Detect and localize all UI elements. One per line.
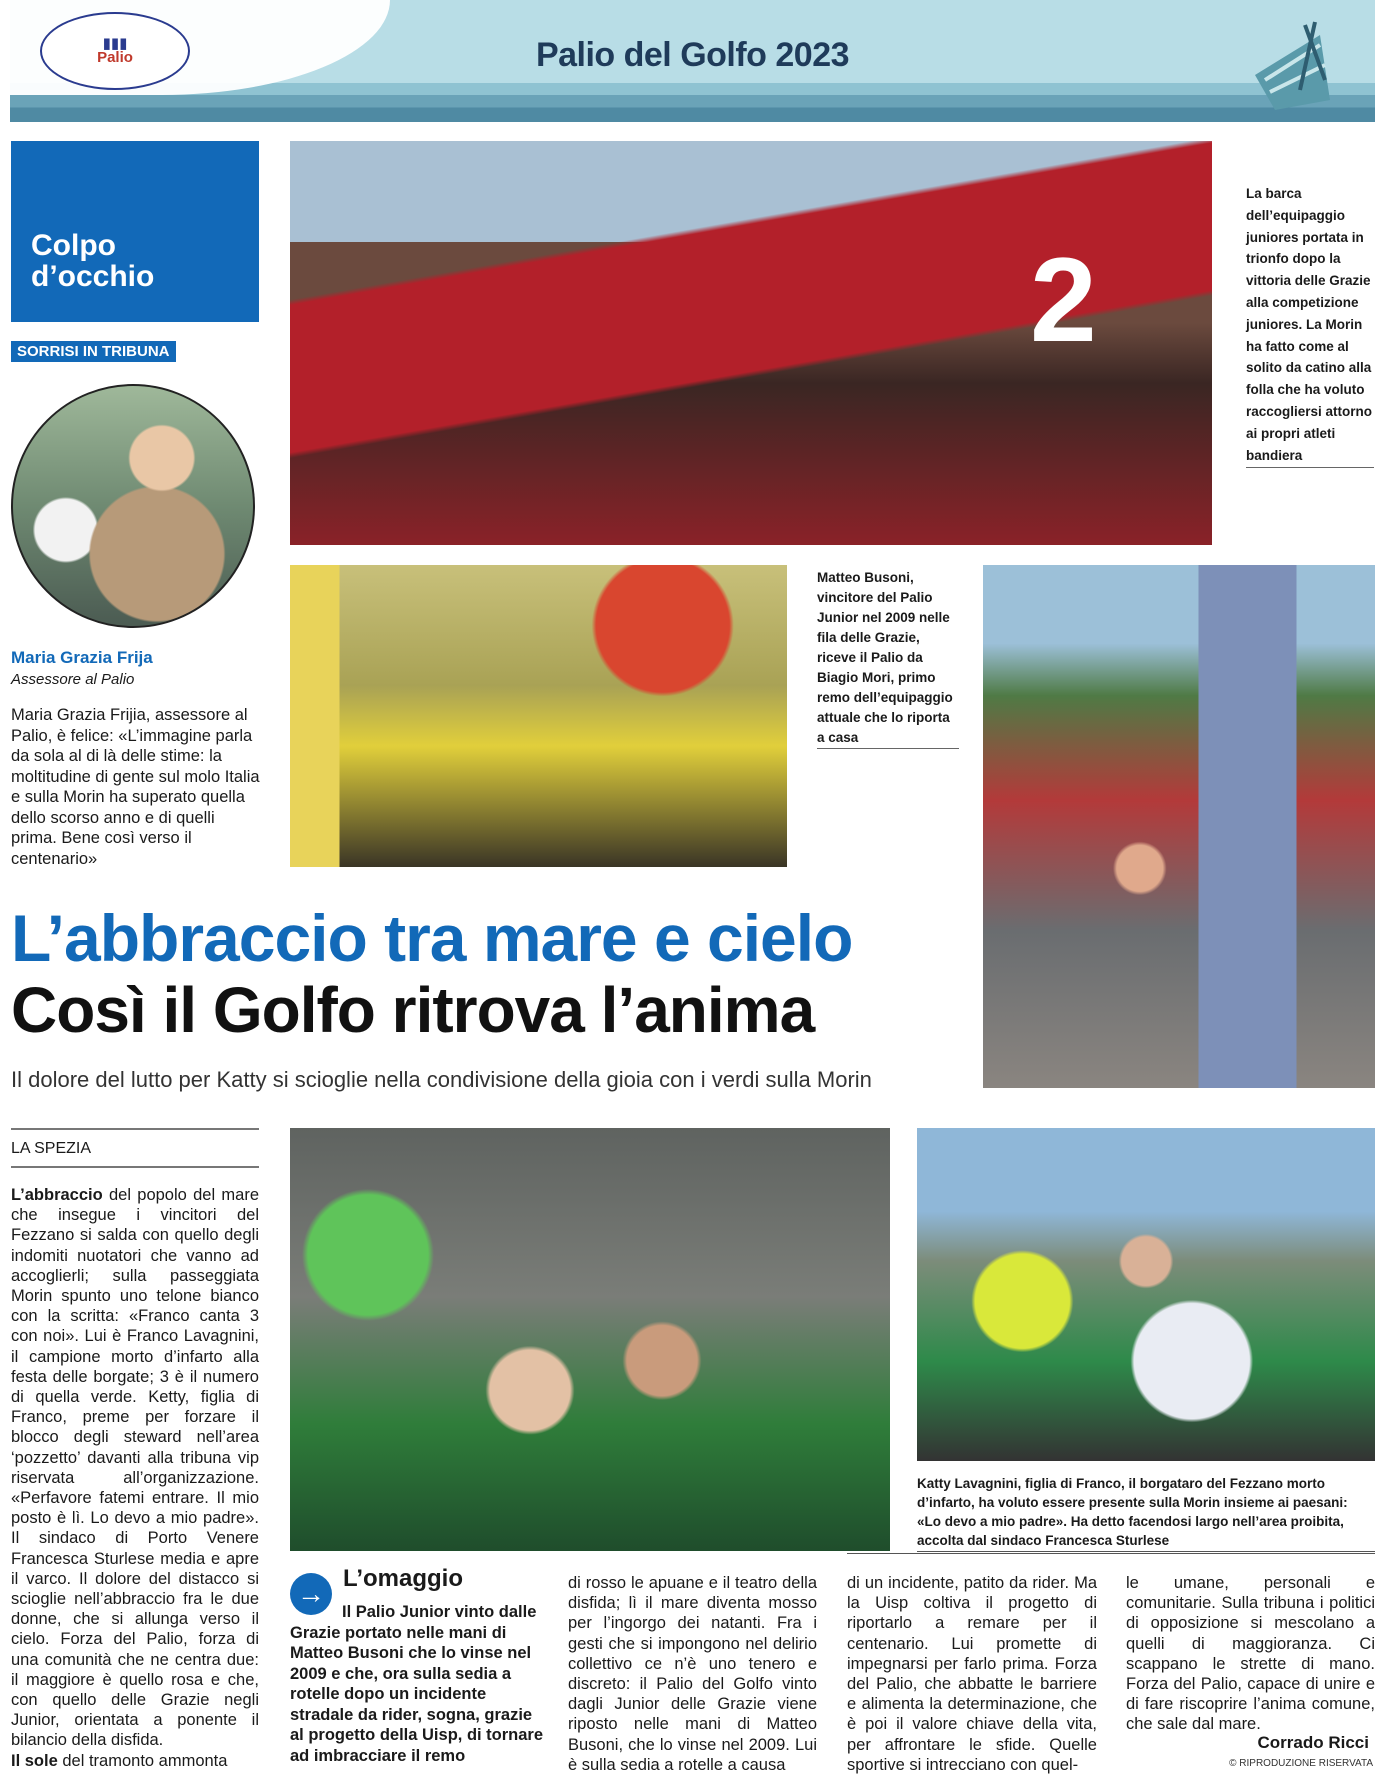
profile-name: Maria Grazia Frija [11, 648, 153, 667]
palio-logo-icon: ▮▮▮ Palio [40, 12, 190, 90]
green-team-celebration-photo [290, 1128, 890, 1551]
headline-secondary: Così il Golfo ritrova l’anima [11, 974, 815, 1046]
photo-caption-top: La barca dell’equipaggio juniores portata in trionfo dopo la vittoria delle Grazie alla competizione juniores. La Morin ha fatto come al solito da catino alla folla che ha voluto raccogliersi attorno ai propri atleti bandiera [1246, 183, 1374, 468]
boat-celebration-photo [290, 141, 1212, 545]
article-column-4: di un incidente, patito da rider. Ma la Uisp coltiva il progetto di riportarlo a remare per il centenario. Lui promette di impegnarsi per farlo prima. Forza del Palio, che abbatte le barriere e alimenta la determinazione, che è poi il valore chiave della vita, per affrontare le sfide. Quelle sportive si intrecciano con quel- [847, 1574, 1097, 1774]
embrace-photo [917, 1128, 1375, 1461]
arrow-right-icon: → [290, 1573, 332, 1615]
profile-quote: Maria Grazia Frijia, assessore al Palio, è felice: «L’immagine parla da sola al di là delle stime: la moltitudine di gente sul molo Italia e sulla Morin ha superato quella dello scorso anno e di quelli prima. Bene così verso il centenario» [11, 706, 260, 868]
copyright-notice: © RIPRODUZIONE RISERVATA [1229, 1758, 1373, 1769]
author-byline: Corrado Ricci [1257, 1733, 1369, 1752]
article-column-1 [11, 1185, 259, 1771]
profile-role: Assessore al Palio [11, 671, 135, 688]
dateline: LA SPEZIA [11, 1128, 259, 1168]
column-text: del popolo del mare che insegue i vincitori del Fezzano si salda con quello degli indomiti nuotatori che vanno ad accoglierli; sulla passeggiata Morin spunto uno telone bianco con la scritta: «Franco canta 3 con noi». Lui è Franco Lavagnini, il campione morto d’infarto alla festa delle borgate; 3 è il numero di quella verde. Ketty, figlia di Franco, preme per forzare il blocco degli steward nell’area ‘pozzetto’ davanti alla tribuna vip riservata all’organizzazione. «Perfavore fatemi entrare. Il mio posto è lì. Lo devo a mio padre». Il sindaco di Porto Venere Francesca Sturlese media e apre il varco. Il dolore del distacco si scioglie nell’abbraccio fra le due donne, che si allunga verso il cielo. Forza del Palio, forza di una comunità che ne centra due: il maggiore è quello rosa e che, con quello delle Grazie negli Junior, orientata a ponente il bilancio della disfida. [11, 1186, 259, 1750]
headline: L’abbraccio tra mare e cielo [11, 901, 853, 975]
section-label-colpo-docchio: Colpo d’occhio [11, 141, 259, 322]
article-column-5: le umane, personali e comunitarie. Sulla tribuna i politici di opposizione si mescolano a quelli di maggioranza. Ci scappano le strette di mano. Forza del Palio, capace di unire e di fare riscoprire l’anima comune, che sale dal mare. [1126, 1574, 1375, 1734]
portrait-photo [11, 384, 255, 628]
divider [847, 1553, 1375, 1554]
boat-number: 2 [1030, 233, 1097, 367]
column-text: del tramonto ammonta [57, 1751, 228, 1770]
box-text: Il Palio Junior vinto dalle Grazie portato nelle mani di Matteo Busoni che lo vinse nel 2009 e che, ora sulla sedia a rotelle dopo un incidente stradale da rider, sogna, grazie al progetto della Uisp, di tornare ad imbracciare il remo [290, 1603, 544, 1765]
page-header-banner [10, 0, 1375, 122]
box-title: L’omaggio [343, 1565, 463, 1592]
yellow-team-photo [290, 565, 787, 867]
header-title: Palio del Golfo 2023 [535, 36, 850, 74]
wheelchair-palio-photo [983, 565, 1375, 1088]
rowing-boat-icon [1245, 20, 1345, 115]
lead-word: Il sole [11, 1751, 58, 1770]
subtitle: Il dolore del lutto per Katty si scioglie nella condivisione della gioia con i verdi sulla Morin [11, 1067, 872, 1092]
lead-word: L’abbraccio [11, 1186, 103, 1204]
article-column-3: di rosso le apuane e il teatro della disfida; lì il mare diventa mosso per l’ingorgo dei natanti. Fra i gesti che si impongono nel delirio collettivo ce n’è uno tenero e discreto: il Palio del Golfo vinto dagli Junior delle Grazie viene riposto nelle mani di Matteo Busoni, che lo vinse nel 2009. Lui è sulla sedia a rotelle a causa [568, 1574, 817, 1774]
photo-caption-middle: Matteo Busoni, vincitore del Palio Junior nel 2009 nelle fila delle Grazie, riceve il Palio da Biagio Mori, primo remo dell’equipaggio attuale che lo riporta a casa [817, 568, 959, 749]
photo-caption-bottom: Katty Lavagnini, figlia di Franco, il borgataro del Fezzano morto d’infarto, ha voluto essere presente sulla Morin insieme ai paesani: «Lo devo a mio padre». Ha detto facendosi largo nell’area proibita, accolta dal sindaco Francesca Sturlese [917, 1474, 1375, 1552]
kicker-label: SORRISI IN TRIBUNA [11, 341, 176, 362]
